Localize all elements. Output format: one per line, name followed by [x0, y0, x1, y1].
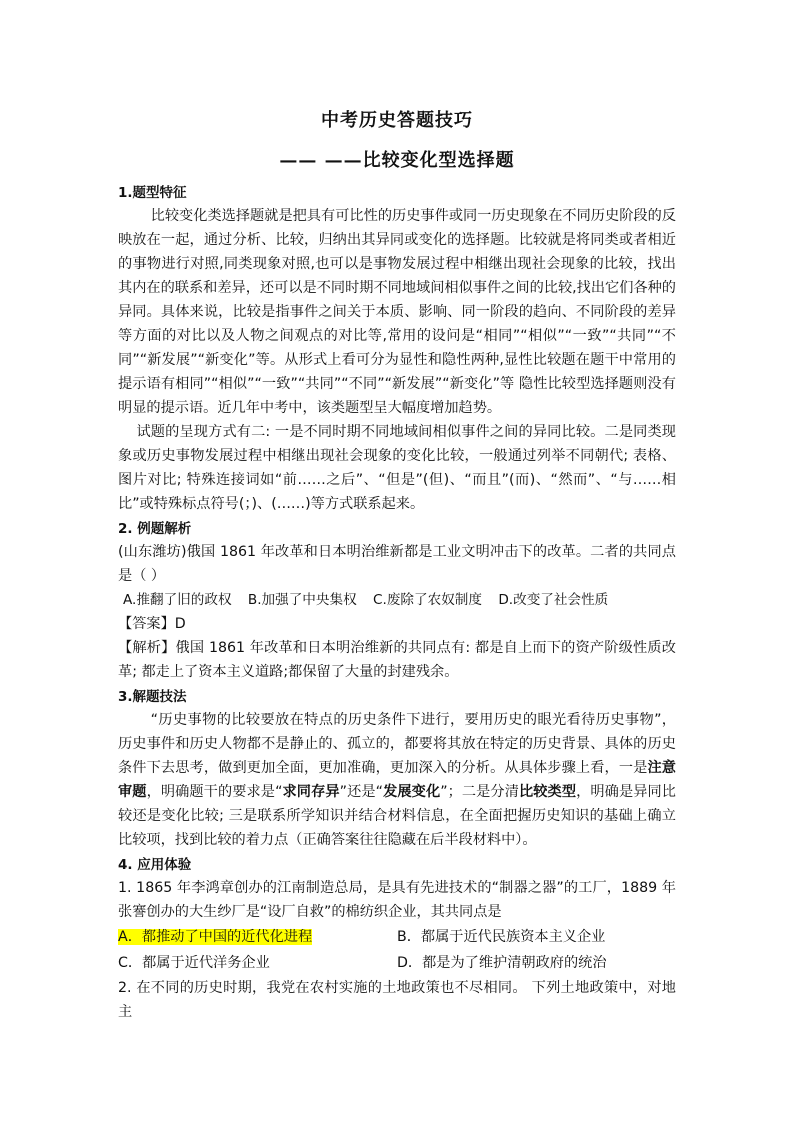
technique-text-e: ，明确是异同比较还是变化比较; 三是联系所学知识并结合材料信息，在全面把握历史知识的基础上确立比较项，找到比较的着力点（正确答案往往隐藏在后半段材料中）。	[118, 784, 676, 848]
technique-text-c: ”还是“	[339, 784, 384, 800]
technique-text-b: ，明确题干的要求是“	[146, 784, 283, 800]
page-subtitle: —— ——比较变化型选择题	[279, 150, 515, 171]
technique-bold-change: 发展变化	[383, 784, 441, 800]
example-answer: 【答案】D	[118, 616, 186, 632]
example-option-c: C.废除了农奴制度	[373, 592, 482, 608]
practice-options-row-1	[118, 924, 676, 950]
document-content	[118, 104, 676, 1024]
technique-bold-type: 比较类型	[518, 784, 577, 800]
example-analysis: 【解析】俄国 1861 年改革和日本明治维新的共同点有: 都是自上而下的资产阶级性质改革; 都走上了资本主义道路;都保留了大量的封建残余。	[118, 640, 676, 680]
practice-question-2: 2. 在不同的历史时期，我党在农村实施的土地政策也不尽相同。 下列土地政策中，对地主	[118, 980, 676, 1020]
technique-bold-similarity: 求同存异	[282, 784, 340, 800]
section-3-heading: 3.解题技法	[118, 689, 187, 705]
technique-text-d: ”；二是分清	[440, 784, 519, 800]
practice-question-1: 1. 1865 年李鸿章创办的江南制造总局，是具有先进技术的“制器之器”的工厂，1889 年张謇创办的大生纱厂是“设厂自救”的棉纺织企业，其共同点是	[118, 880, 676, 920]
section-1-heading: 1.题型特征	[118, 185, 187, 201]
practice-option-b: B．都属于近代民族资本主义企业	[397, 929, 606, 945]
practice-option-a-highlighted: A．都推动了中国的近代化进程	[118, 929, 313, 945]
page-title: 中考历史答题技巧	[321, 110, 473, 131]
example-option-a: A.推翻了旧的政权	[123, 592, 232, 608]
section-2-heading: 2. 例题解析	[118, 521, 192, 537]
practice-options-row-2	[118, 950, 676, 976]
practice-option-d: D．都是为了维护清朝政府的统治	[397, 955, 607, 971]
section-1-paragraph-2: 试题的呈现方式有二: 一是不同时期不同地域间相似事件之间的异同比较。二是同类现象或历史事物发展过程中相继出现社会现象的变化比较，一般通过列举不同朝代; 表格、图片对比; 特殊连接词如“前……之后”、“但是”(但)、“而且”(而)、“然而”、“与……相比”或特殊标点符号(；)、(……)等方式联系起来。	[118, 424, 676, 512]
technique-text-a: “历史事物的比较要放在特点的历史条件下进行，要用历史的眼光看待历史事物”，历史事件和历史人物都不是静止的、孤立的，都要将其放在特定的历史背景、具体的历史条件下去思考，做到更加全面，更加准确，更加深入的分析。从具体步骤上看，一是	[118, 712, 676, 776]
example-option-d: D.改变了社会性质	[498, 592, 609, 608]
example-option-b: B.加强了中央集权	[247, 592, 357, 608]
example-options	[118, 588, 676, 612]
section-4-heading: 4. 应用体验	[118, 857, 192, 873]
practice-option-c: C．都属于近代洋务企业	[118, 955, 270, 971]
section-1-paragraph-1: 比较变化类选择题就是把具有可比性的历史事件或同一历史现象在不同历史阶段的反映放在一起，通过分析、比较，归纳出其异同或变化的选择题。比较就是将同类或者相近的事物进行对照,同类现象对照,也可以是事物发展过程中相继出现社会现象的比较，找出其内在的联系和差异，还可以是不同时期不同地域间相似事件之间的比较,找出它们各种的异同。具体来说，比较是指事件之间关于本质、影响、同一阶段的趋向、不同阶段的差异等方面的对比以及人物之间观点的对比等,常用的设问是“相同”“相似”“一致”“共同”“不同”“新发展”“新变化”等。从形式上看可分为显性和隐性两种,显性比较题在题干中常用的提示语有相同”“相似”“一致”“共同”“不同”“新发展”“新变化”等 隐性比较型选择题则没有明显的提示语。近几年中考中，该类题型呈大幅度增加趋势。	[118, 208, 676, 416]
example-question: (山东潍坊)俄国 1861 年改革和日本明治维新都是工业文明冲击下的改革。二者的共同点是（ ）	[118, 544, 676, 584]
section-3-paragraph	[118, 708, 676, 852]
technique-bold-review: 注意审题	[118, 760, 676, 800]
